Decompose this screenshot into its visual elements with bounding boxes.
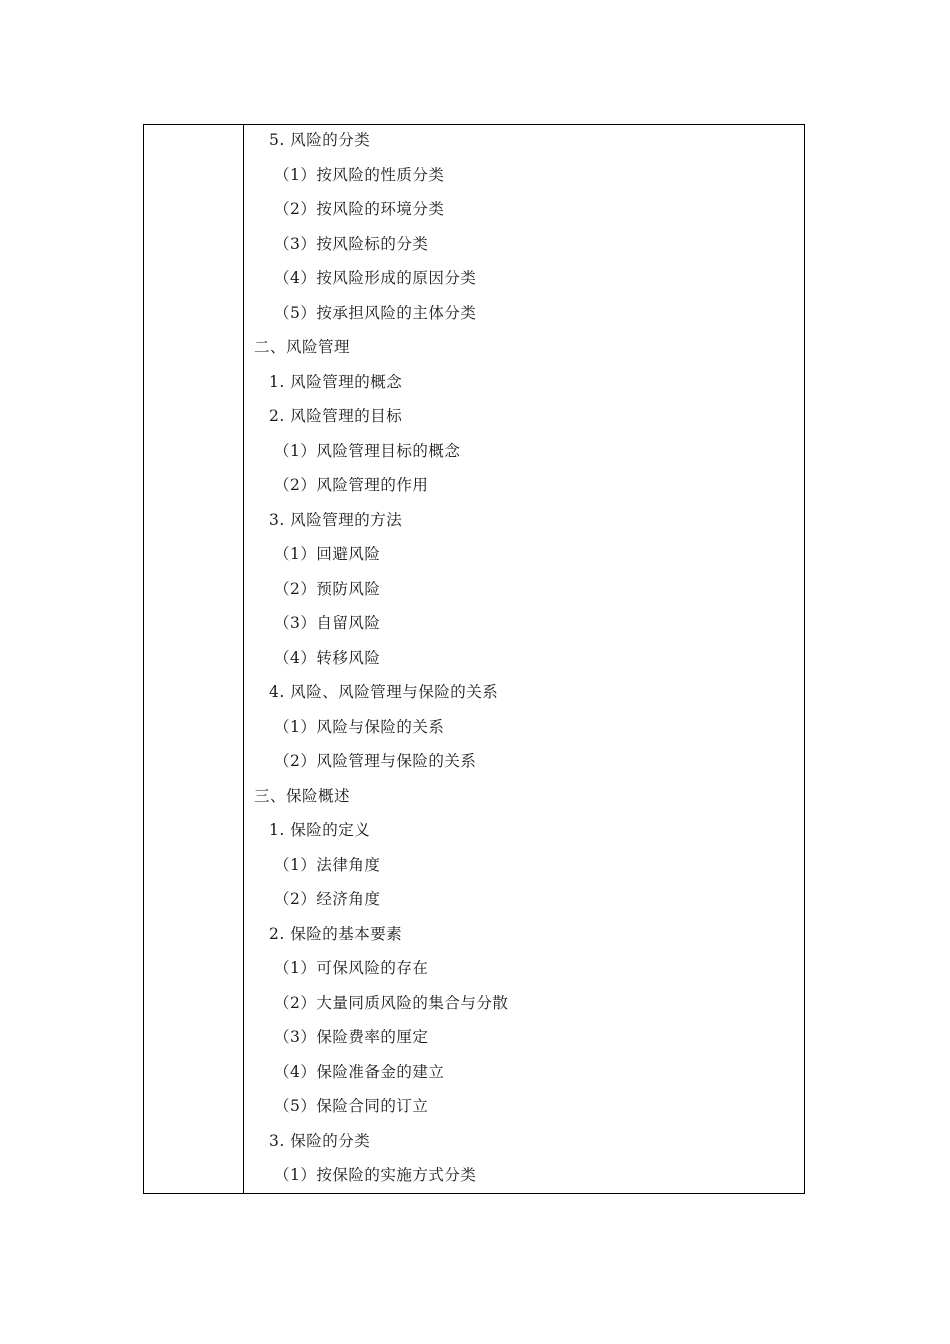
content-table bbox=[143, 124, 805, 1194]
outline-subitem: （2）大量同质风险的集合与分散 bbox=[274, 993, 509, 1012]
outline-subitem: （4）按风险形成的原因分类 bbox=[274, 269, 477, 287]
outline-subitem: （2）预防风险 bbox=[274, 579, 381, 598]
outline-subitem: （1）可保风险的存在 bbox=[274, 959, 429, 977]
outline-subitem: （5）保险合同的订立 bbox=[274, 1097, 429, 1115]
outline-item: 2. 保险的基本要素 bbox=[269, 924, 403, 943]
outline-subitem: （4）保险准备金的建立 bbox=[274, 1062, 445, 1081]
outline-subitem: （1）回避风险 bbox=[274, 545, 381, 563]
outline-subitem: （1）按风险的性质分类 bbox=[274, 165, 445, 184]
outline-item: 3. 风险管理的方法 bbox=[269, 510, 403, 529]
outline-subitem: （3）按风险标的分类 bbox=[274, 234, 429, 253]
outline-item: 2. 风险管理的目标 bbox=[269, 407, 403, 425]
outline-subitem: （2）按风险的环境分类 bbox=[274, 200, 445, 218]
outline-subitem: （2）经济角度 bbox=[274, 890, 381, 908]
outline-subitem: （1）风险与保险的关系 bbox=[274, 717, 445, 736]
outline-section-heading: 二、风险管理 bbox=[254, 338, 351, 356]
outline-item: 1. 风险管理的概念 bbox=[269, 372, 403, 391]
outline-subitem: （5）按承担风险的主体分类 bbox=[274, 303, 477, 322]
table-left-cell bbox=[144, 125, 244, 1193]
outline-subitem: （1）按保险的实施方式分类 bbox=[274, 1166, 477, 1184]
outline-cell bbox=[244, 125, 804, 1193]
outline-subitem: （2）风险管理与保险的关系 bbox=[274, 752, 477, 770]
outline-subitem: （3）自留风险 bbox=[274, 614, 381, 632]
outline-item: 1. 保险的定义 bbox=[269, 821, 371, 839]
outline-item: 3. 保险的分类 bbox=[269, 1131, 371, 1150]
outline-subitem: （1）风险管理目标的概念 bbox=[274, 441, 461, 460]
outline-item: 4. 风险、风险管理与保险的关系 bbox=[269, 683, 499, 701]
outline-subitem: （3）保险费率的厘定 bbox=[274, 1028, 429, 1046]
outline-subitem: （4）转移风险 bbox=[274, 648, 381, 667]
outline-item: 5. 风险的分类 bbox=[269, 131, 371, 149]
outline-subitem: （2）风险管理的作用 bbox=[274, 476, 429, 494]
outline-section-heading: 三、保险概述 bbox=[254, 786, 351, 805]
outline-subitem: （1）法律角度 bbox=[274, 855, 381, 874]
